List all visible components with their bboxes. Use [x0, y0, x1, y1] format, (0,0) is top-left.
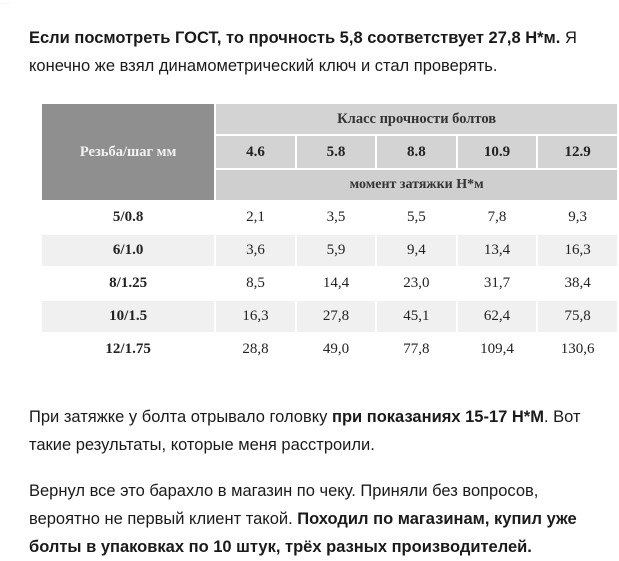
class-cell: 10.9 [457, 135, 538, 169]
paragraph-result-after: . Вот такие результаты, которые меня расстроили. [29, 408, 581, 454]
paragraph-gost [29, 24, 604, 80]
torque-cell: 13,4 [457, 234, 538, 267]
torque-cell: 14,4 [296, 267, 376, 300]
torque-cell: 5,9 [296, 234, 376, 267]
class-cell: 12.9 [537, 135, 618, 169]
torque-cell: 62,4 [457, 300, 538, 333]
torque-cell: 75,8 [537, 300, 618, 333]
torque-cell: 8,5 [215, 267, 295, 300]
torque-cell: 130,6 [537, 333, 618, 366]
paragraph-result-bold: при показаниях 15-17 Н*М [331, 408, 544, 426]
paragraph-result-before: При затяжке у болта отрывало головку [29, 408, 332, 426]
class-cell: 5.8 [296, 135, 376, 169]
torque-cell: 49,0 [296, 333, 376, 366]
paragraph-return-before: Вернул все это барахло в магазин по чеку. Приняли без вопросов, вероятно не первый клиент такой. [29, 482, 539, 528]
paragraph-gost-rest: Я конечно же взял динамометрический ключ и стал проверять. [29, 29, 577, 75]
paragraph-gost-bold: Если посмотреть ГОСТ, то прочность 5,8 соответствует 27,8 Н*м. [29, 29, 561, 47]
torque-cell: 3,5 [296, 201, 376, 234]
torque-cell: 109,4 [457, 333, 538, 366]
thread-cell: 10/1.5 [41, 300, 215, 333]
class-cell: 4.6 [215, 135, 295, 169]
torque-cell: 38,4 [537, 267, 618, 300]
torque-table [40, 102, 619, 367]
torque-header: момент затяжки Н*м [215, 169, 618, 201]
table-row [41, 333, 618, 366]
torque-cell: 16,3 [537, 234, 618, 267]
torque-cell: 45,1 [376, 300, 456, 333]
paragraph-result [29, 403, 604, 459]
paragraph-return [29, 477, 604, 561]
cut-off-previous-line [0, 0, 619, 4]
torque-cell: 7,8 [457, 201, 538, 234]
torque-cell: 23,0 [376, 267, 456, 300]
thread-cell: 12/1.75 [41, 333, 215, 366]
torque-cell: 5,5 [376, 201, 456, 234]
paragraph-return-bold: Походил по магазинам, купил уже болты в упаковках по 10 штук, трёх разных производителей. [29, 510, 577, 556]
thread-cell: 6/1.0 [41, 234, 215, 267]
torque-cell: 31,7 [457, 267, 538, 300]
table-row [41, 267, 618, 300]
torque-cell: 27,8 [296, 300, 376, 333]
torque-cell: 2,1 [215, 201, 295, 234]
torque-cell: 3,6 [215, 234, 295, 267]
torque-cell: 9,4 [376, 234, 456, 267]
torque-cell: 9,3 [537, 201, 618, 234]
table-row [41, 201, 618, 234]
torque-cell: 28,8 [215, 333, 295, 366]
torque-cell: 77,8 [376, 333, 456, 366]
torque-cell: 16,3 [215, 300, 295, 333]
thread-cell: 5/0.8 [41, 201, 215, 234]
table-row [41, 300, 618, 333]
class-cell: 8.8 [376, 135, 456, 169]
thread-cell: 8/1.25 [41, 267, 215, 300]
thread-header: Резьба/шаг мм [41, 103, 215, 201]
class-header: Класс прочности болтов [215, 103, 618, 135]
table-row [41, 234, 618, 267]
